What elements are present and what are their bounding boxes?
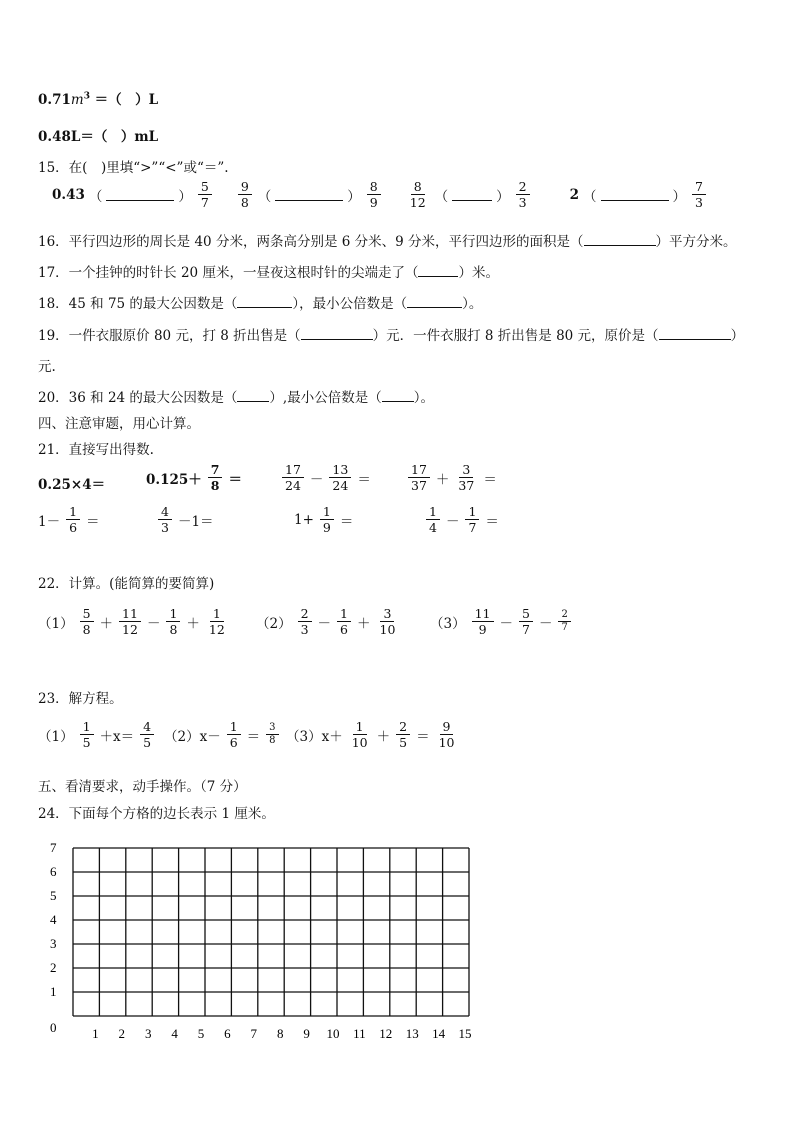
q21-r2c4: $\frac{1}{4}$ － $\frac{1}{7}$ ＝ — [424, 505, 499, 534]
q17-text-b: ）米。 — [458, 265, 499, 281]
grid-x-label: 14 — [432, 1026, 446, 1041]
q19-text-c: ） — [730, 328, 745, 344]
q24-title: 24．下面每个方格的边长表示 1 厘米。 — [38, 806, 275, 822]
grid-x-label: 9 — [303, 1026, 310, 1041]
grid-x-label: 7 — [250, 1026, 258, 1041]
grid-y-label: 3 — [50, 936, 57, 951]
q17-text-a: 17．一个挂钟的时针长 20 厘米，一昼夜这根时针的尖端走了（ — [38, 265, 419, 281]
grid-x-label: 13 — [405, 1026, 419, 1041]
q21-r1c3: $\frac{17}{24}$ － $\frac{13}{24}$ ＝ — [280, 463, 371, 492]
q17 — [38, 261, 499, 281]
q15-title: 15．在( )里填“>”“<”或“＝”. — [38, 160, 229, 176]
grid-y-label: 5 — [50, 888, 57, 903]
q15-a-blank[interactable] — [106, 188, 174, 201]
q22-p2: （2） $\frac{2}{3}$ － $\frac{1}{6}$ ＋ $\frac{3}{10}$ — [256, 606, 396, 638]
q-volume-conversion — [38, 88, 158, 108]
q19-continued: 元. — [38, 359, 56, 375]
q18-blank-1[interactable] — [237, 295, 292, 308]
grid-x-label: 3 — [144, 1026, 152, 1041]
grid-x-label: 4 — [171, 1026, 178, 1041]
grid-x-label: 2 — [118, 1026, 126, 1041]
q20-blank-2[interactable] — [382, 389, 414, 402]
q15-d-blank[interactable] — [601, 188, 669, 201]
q18-text-a: 18．45 和 75 的最大公因数是（ — [38, 296, 238, 312]
grid-y-label: 4 — [50, 912, 57, 927]
q15-b-left-frac: $\frac{9}{8}$ — [238, 180, 252, 209]
q20-text-c: ）。 — [413, 390, 434, 406]
q15-d-right-frac: $\frac{7}{3}$ — [692, 180, 706, 209]
grid-x-label: 10 — [326, 1026, 340, 1041]
q-volume-sup: 3 — [83, 91, 90, 102]
q18-text-b: ），最小公倍数是（ — [292, 296, 408, 312]
grid-x-label: 1 — [92, 1026, 99, 1041]
q21-r2c3: 1+ $\frac{1}{9}$ ＝ — [294, 504, 354, 536]
q15-a-right-frac: $\frac{5}{7}$ — [198, 180, 212, 209]
grid-x-label: 12 — [379, 1026, 393, 1041]
q19-blank-1[interactable] — [301, 327, 373, 340]
q19 — [38, 324, 744, 344]
q15-c-right-frac: $\frac{2}{3}$ — [516, 180, 530, 209]
q18-text-c: ）。 — [462, 296, 483, 312]
q19-text-b: ）元．一件衣服打 8 折出售是 80 元，原价是（ — [372, 328, 659, 344]
grid-x-label: 11 — [353, 1026, 366, 1041]
q18 — [38, 292, 482, 312]
q21-r1c4: $\frac{17}{37}$ ＋ $\frac{3}{37}$ ＝ — [406, 463, 497, 492]
q21-r2c2: $\frac{4}{3}$ －1＝ — [156, 505, 214, 534]
q16-text-b: ）平方分米。 — [655, 234, 737, 250]
q23-e2: （2）x－ $\frac{1}{6}$ ＝ $\frac{3}{8}$ — [164, 720, 281, 749]
q22-p1: （1） $\frac{5}{8}$ ＋ $\frac{11}{12}$ － $\frac{1}{8}$ ＋ $\frac{1}{12}$ — [38, 606, 225, 638]
q17-blank[interactable] — [418, 264, 458, 277]
grid-x-label: 6 — [224, 1026, 231, 1041]
grid-y-label: 0 — [50, 1020, 57, 1035]
q21-r1c2: 0.125＋ $\frac{7}{8}$ ＝ — [146, 462, 242, 494]
grid-y-label: 1 — [50, 984, 57, 999]
q20-text-b: ）,最小公倍数是（ — [269, 390, 382, 406]
grid-y-label: 7 — [50, 840, 57, 855]
q15-items: 0.43 （ ） $\frac{5}{7}$ $\frac{9}{8}$ （ ） $\frac{8}{9}$ $\frac{8}{12}$ （ ） $\frac{2}{3}$ 2 （ ） $\frac{7}{3}$ — [52, 180, 708, 209]
q15-b-right-frac: $\frac{8}{9}$ — [367, 180, 381, 209]
q16-blank[interactable] — [584, 233, 656, 246]
q21-r2c1: 1－ $\frac{1}{6}$ ＝ — [38, 504, 100, 536]
q20-text-a: 20．36 和 24 的最大公因数是（ — [38, 390, 238, 406]
grid-x-label: 8 — [276, 1026, 284, 1041]
section-5-heading: 五、看清要求，动手操作。（7 分） — [38, 779, 247, 795]
q15-c-left-frac: $\frac{8}{12}$ — [409, 179, 426, 211]
q15-a-left: 0.43 — [52, 186, 85, 203]
q19-blank-2[interactable] — [659, 327, 731, 340]
grid-y-label: 2 — [50, 960, 57, 975]
q21-title: 21．直接写出得数. — [38, 442, 154, 458]
q23-e3: （3）x＋ $\frac{1}{10}$ ＋ $\frac{2}{5}$ ＝ $\frac{9}{10}$ — [286, 719, 455, 751]
q22-title: 22．计算。(能简算的要简算) — [38, 576, 215, 592]
q21-r1c1: 0.25×4＝ — [38, 477, 106, 493]
q23-e1: （1） $\frac{1}{5}$ ＋x＝ $\frac{4}{5}$ — [38, 720, 156, 749]
grid-x-label: 15 — [458, 1026, 472, 1041]
q-volume-right: ＝（ ）L — [94, 92, 159, 108]
section-4-heading: 四、注意审题，用心计算。 — [38, 416, 200, 432]
q16 — [38, 230, 737, 250]
q15-b-blank[interactable] — [275, 188, 343, 201]
q22-p3: （3） $\frac{11}{9}$ － $\frac{5}{7}$ － $\frac{2}{7}$ — [430, 607, 573, 636]
q15-d-left: 2 — [569, 186, 580, 203]
q-volume-left: 0.71 — [38, 92, 71, 108]
q15-c-blank[interactable] — [452, 188, 492, 201]
q18-blank-2[interactable] — [407, 295, 462, 308]
q16-text-a: 16．平行四边形的周长是 40 分米，两条高分别是 6 分米、9 分米，平行四边形的面积是（ — [38, 234, 584, 250]
q20 — [38, 386, 434, 406]
q20-blank-1[interactable] — [237, 389, 269, 402]
q23-title: 23．解方程。 — [38, 691, 123, 707]
q-ml-conversion: 0.48L＝（ ）mL — [38, 129, 159, 145]
grid-y-label: 6 — [50, 864, 57, 879]
q-volume-unit: m — [70, 92, 84, 108]
grid-x-label: 5 — [197, 1026, 205, 1041]
q19-text-a: 19．一件衣服原价 80 元，打 8 折出售是（ — [38, 328, 301, 344]
